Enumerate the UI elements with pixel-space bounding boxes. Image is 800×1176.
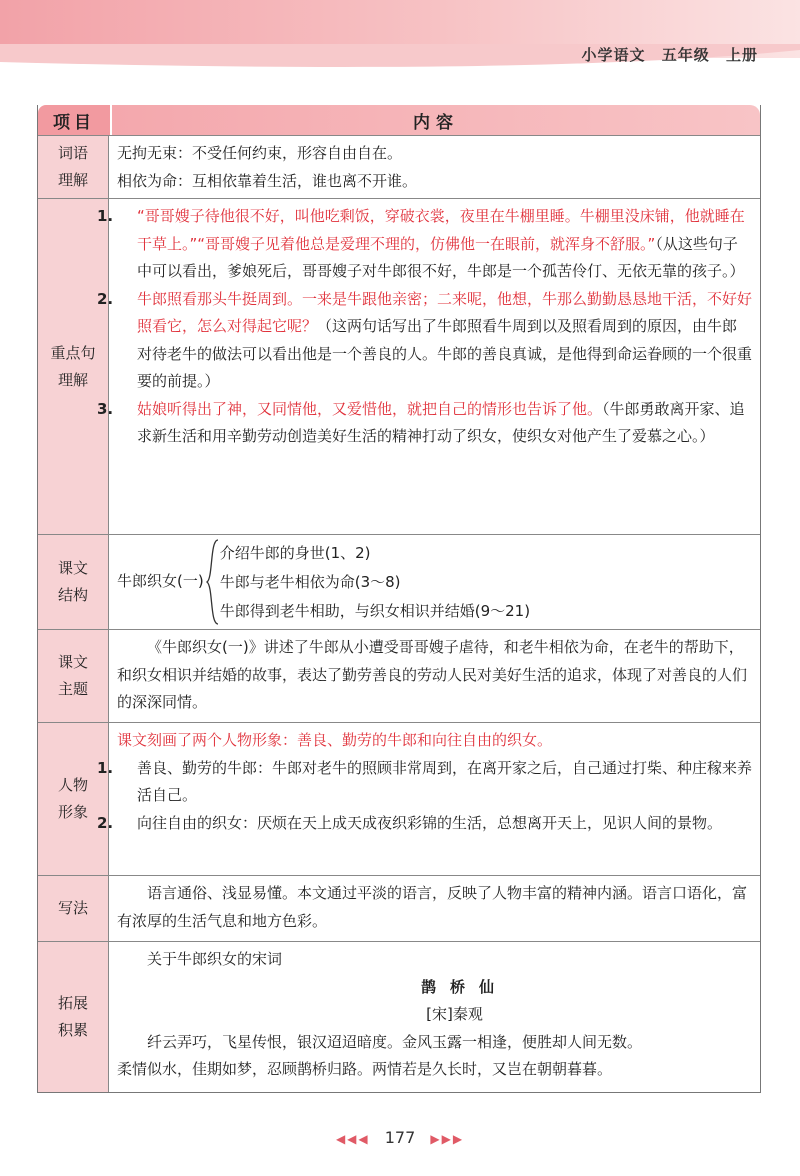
book-header bbox=[571, 44, 758, 65]
extension-intro: 关于牛郎织女的宋词 bbox=[147, 950, 283, 968]
page-number: 177 bbox=[384, 1128, 416, 1147]
row-characters bbox=[38, 722, 760, 875]
structure-root: 牛郎织女(一) bbox=[117, 572, 204, 591]
label-line: 写法 bbox=[57, 899, 88, 917]
subject-label: 小学语文 bbox=[581, 46, 646, 64]
content-characters bbox=[97, 723, 760, 875]
character-item bbox=[97, 755, 753, 810]
row-vocab bbox=[38, 135, 760, 198]
label-writing bbox=[38, 876, 109, 941]
label-line: 课文 bbox=[57, 559, 88, 577]
label-line: 人物 bbox=[57, 776, 88, 794]
quote-text: “哥哥嫂子待他很不好，叫他吃剩饭，穿破衣裳，夜里在牛棚里睡。牛棚里没床铺，他就睡在干草上。”“哥哥嫂子见着他总是爱理不理的，仿佛他一在眼前，就浑身不舒服。” bbox=[137, 207, 745, 253]
label-key-sentences bbox=[38, 199, 109, 534]
row-writing bbox=[38, 875, 760, 941]
item-number: 1. bbox=[97, 207, 114, 225]
key-sentence-item bbox=[97, 203, 752, 286]
content-extension bbox=[109, 942, 760, 1092]
row-extension bbox=[38, 941, 760, 1092]
character-item bbox=[97, 810, 752, 838]
note-text: （从这些句子中可以看出，爹娘死后，哥哥嫂子对牛郎很不好，牛郎是一个孤苦伶仃、无依无靠的孩子。） bbox=[137, 234, 745, 280]
character-text: 向往自由的织女：厌烦在天上成天成夜织彩锦的生活，总想离开天上，见识人间的景物。 bbox=[137, 813, 723, 832]
content-theme: 《牛郎织女(一)》讲述了牛郎从小遭受哥哥嫂子虐待，和老牛相依为命，在老牛的帮助下，和织女相识并结婚的故事，表达了勤劳善良的劳动人民对美好生活的追求，体现了对善良的人们的深深同情。 bbox=[117, 638, 748, 711]
quote-text: 牛郎照看那头牛挺周到。一来是牛跟他亲密；二来呢，他想，牛那么勤勤恳恳地干活，不好好照看它，怎么对得起它呢？ bbox=[137, 289, 753, 335]
item-number: 2. bbox=[97, 813, 114, 832]
row-theme bbox=[38, 629, 760, 722]
row-structure bbox=[38, 534, 760, 629]
brace-icon bbox=[206, 538, 220, 626]
right-arrows-icon: ▶▶▶ bbox=[430, 1132, 465, 1146]
summary-table bbox=[37, 105, 761, 1093]
label-characters bbox=[38, 723, 109, 875]
header-item: 项目 bbox=[38, 105, 110, 135]
label-line: 课文 bbox=[57, 653, 88, 671]
label-line: 积累 bbox=[57, 1021, 88, 1039]
content-key-sentences bbox=[97, 199, 760, 534]
label-structure bbox=[38, 535, 109, 629]
characters-intro: 课文刻画了两个人物形象：善良、勤劳的牛郎和向往自由的织女。 bbox=[117, 731, 553, 749]
content-structure bbox=[109, 535, 760, 629]
note-text: （牛郎勇敢离开家、追求新生活和用辛勤劳动创造美好生活的精神打动了织女，使织女对他产生了爱慕之心。） bbox=[137, 399, 745, 445]
header-content: 内容 bbox=[112, 105, 760, 135]
item-number: 1. bbox=[97, 758, 114, 777]
label-line: 拓展 bbox=[57, 994, 88, 1012]
label-line: 重点句 bbox=[50, 343, 96, 362]
quote-text: 姑娘听得出了神，又同情他，又爱惜他，就把自己的情形也告诉了他。 bbox=[137, 399, 603, 418]
character-text: 善良、勤劳的牛郎：牛郎对老牛的照顾非常周到，在离开家之后，自己通过打柴、种庄稼来养活自己。 bbox=[137, 758, 753, 804]
label-line: 理解 bbox=[57, 171, 88, 189]
left-arrows-icon: ◀◀◀ bbox=[335, 1132, 370, 1146]
item-number: 2. bbox=[97, 289, 114, 308]
poem-line: 纤云弄巧，飞星传恨，银汉迢迢暗度。金风玉露一相逢，便胜却人间无数。 bbox=[147, 1032, 643, 1051]
label-line: 形象 bbox=[57, 803, 88, 821]
structure-branch: 牛郎与老牛相依为命(3～8) bbox=[219, 572, 401, 591]
poem-line: 柔情似水，佳期如梦，忍顾鹊桥归路。两情若是久长时，又岂在朝朝暮暮。 bbox=[117, 1060, 613, 1078]
key-sentence-item bbox=[97, 396, 752, 451]
structure-branch: 牛郎得到老牛相助，与织女相识并结婚(9～21) bbox=[219, 601, 531, 620]
note-text: （这两句话写出了牛郎照看牛周到以及照看周到的原因，由牛郎对待老牛的做法可以看出他是一个善良的人。牛郎的善良真诚，是他得到命运眷顾的一个很重要的前提。） bbox=[137, 317, 753, 390]
structure-branch: 介绍牛郎的身世(1、2) bbox=[219, 543, 371, 562]
key-sentence-item bbox=[97, 286, 753, 396]
label-line: 词语 bbox=[57, 144, 88, 162]
volume-label: 上册 bbox=[725, 46, 758, 64]
structure-branches bbox=[220, 539, 530, 626]
label-extension bbox=[38, 942, 109, 1092]
label-line: 主题 bbox=[57, 680, 88, 698]
label-vocab bbox=[38, 136, 109, 198]
label-line: 理解 bbox=[57, 370, 88, 389]
page-footer bbox=[0, 1128, 800, 1147]
content-writing: 语言通俗、浅显易懂。本文通过平淡的语言，反映了人物丰富的精神内涵。语言口语化，富有浓厚的生活气息和地方色彩。 bbox=[117, 884, 748, 930]
row-key-sentences bbox=[38, 198, 760, 534]
vocab-line: 相依为命：互相依靠着生活，谁也离不开谁。 bbox=[117, 171, 418, 190]
table-header bbox=[38, 105, 760, 135]
label-theme bbox=[38, 630, 109, 722]
content-vocab bbox=[109, 136, 760, 198]
vocab-line: 无拘无束：不受任何约束，形容自由自在。 bbox=[117, 144, 403, 162]
label-line: 结构 bbox=[57, 586, 88, 604]
poem-title: 鹊桥仙 bbox=[420, 977, 508, 996]
poem-author: [宋]秦观 bbox=[426, 1005, 483, 1023]
item-number: 3. bbox=[97, 399, 114, 418]
grade-label: 五年级 bbox=[661, 46, 710, 64]
